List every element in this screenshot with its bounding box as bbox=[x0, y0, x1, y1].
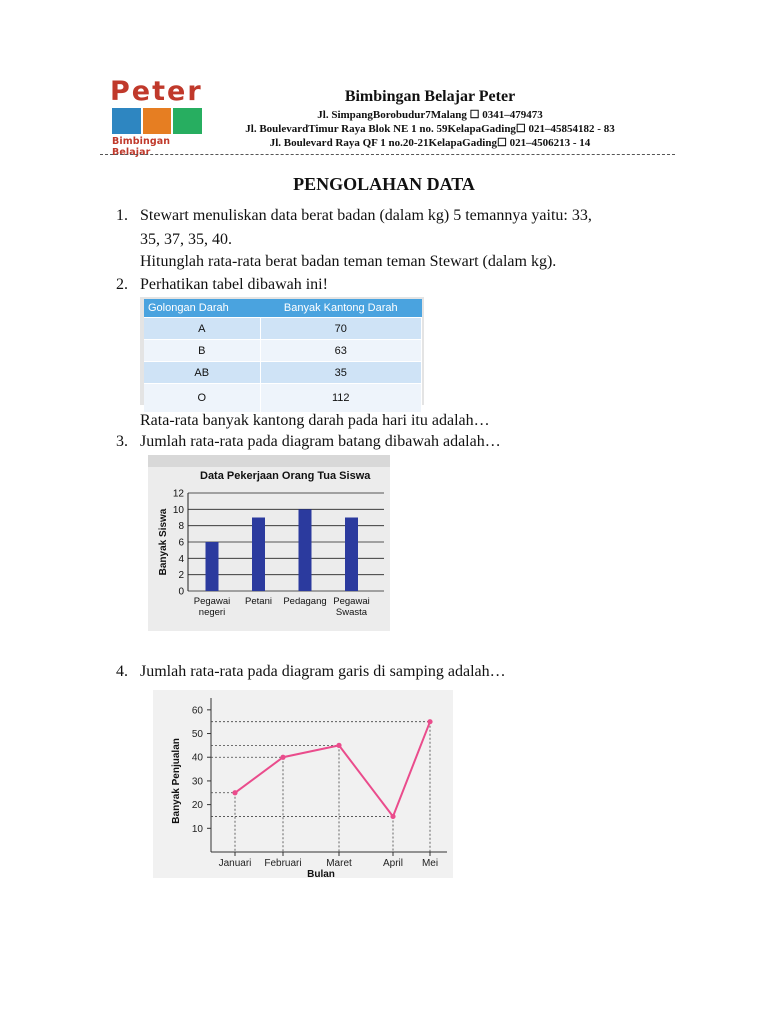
y-tick-label: 4 bbox=[178, 553, 184, 565]
logo-wordmark: Peter bbox=[110, 76, 203, 107]
peter-logo bbox=[108, 76, 208, 158]
table-header-cell: Golongan Darah bbox=[144, 299, 260, 318]
bar bbox=[206, 542, 219, 591]
question-1-text: Hitunglah rata-rata berat badan teman teman Stewart (dalam kg). bbox=[140, 253, 557, 270]
table-cell: A bbox=[144, 318, 260, 340]
table-row bbox=[144, 340, 422, 362]
table-cell: 70 bbox=[260, 318, 422, 340]
x-tick-label: Mei bbox=[421, 858, 439, 869]
logo-icon-tiles bbox=[112, 108, 202, 134]
table-cell: AB bbox=[144, 362, 260, 384]
y-axis-label: Banyak Penjualan bbox=[171, 738, 182, 824]
table-cell: 35 bbox=[260, 362, 422, 384]
bar bbox=[299, 509, 312, 591]
y-tick-label: 12 bbox=[172, 488, 184, 500]
chart-title: Data Pekerjaan Orang Tua Siswa bbox=[200, 470, 371, 482]
chart-top-band bbox=[148, 455, 390, 467]
header-address-line: Jl. Boulevard Raya QF 1 no.20-21KelapaGading☐ 021–4506213 - 14 bbox=[269, 137, 591, 149]
y-tick-label: 2 bbox=[178, 570, 184, 582]
x-tick-label: Pegawai bbox=[333, 596, 370, 607]
header-divider bbox=[100, 154, 675, 155]
data-point bbox=[232, 790, 237, 795]
line-chart bbox=[153, 690, 453, 878]
y-tick-label: 0 bbox=[178, 586, 184, 598]
y-tick-label: 50 bbox=[191, 729, 203, 741]
y-axis-label: Banyak Siswa bbox=[158, 508, 169, 576]
logo-subtitle: Bimbingan Belajar bbox=[112, 136, 171, 158]
y-tick-label: 30 bbox=[191, 776, 203, 788]
table-cell: B bbox=[144, 340, 260, 362]
blood-type-table bbox=[140, 297, 424, 405]
x-tick-label: Petani bbox=[245, 596, 272, 607]
question-3-text: Jumlah rata-rata pada diagram batang dibawah adalah… bbox=[140, 433, 501, 450]
table-row bbox=[144, 362, 422, 384]
table-header-cell: Banyak Kantong Darah bbox=[260, 299, 422, 318]
data-point bbox=[427, 719, 432, 724]
data-point bbox=[280, 755, 285, 760]
table-row bbox=[144, 318, 422, 340]
bar bbox=[345, 518, 358, 592]
data-point bbox=[390, 814, 395, 819]
y-tick-label: 8 bbox=[178, 521, 184, 533]
x-tick-label: Swasta bbox=[335, 607, 368, 618]
table-cell: 63 bbox=[260, 340, 422, 362]
x-tick-label: negeri bbox=[198, 607, 226, 618]
y-tick-label: 10 bbox=[172, 504, 184, 516]
question-4-text: Jumlah rata-rata pada diagram garis di samping adalah… bbox=[140, 663, 506, 680]
header-address-line: Jl. BoulevardTimur Raya Blok NE 1 no. 59KelapaGading☐ 021–45854182 - 83 bbox=[245, 123, 615, 135]
y-tick-label: 10 bbox=[191, 823, 203, 835]
document-title: PENGOLAHAN DATA bbox=[293, 174, 475, 194]
question-number: 4. bbox=[116, 663, 128, 680]
question-2-text: Perhatikan tabel dibawah ini! bbox=[140, 276, 328, 293]
question-1-text: 35, 37, 35, 40. bbox=[140, 231, 232, 248]
logo-tile-icon bbox=[112, 108, 141, 134]
bar-chart bbox=[148, 455, 390, 631]
logo-tile-icon bbox=[173, 108, 202, 134]
question-1-text: Stewart menuliskan data berat badan (dalam kg) 5 temannya yaitu: 33, bbox=[140, 207, 592, 224]
table-cell: 112 bbox=[260, 384, 422, 413]
question-number: 2. bbox=[116, 276, 128, 293]
y-tick-label: 20 bbox=[191, 800, 203, 812]
x-tick-label: Februari bbox=[264, 858, 302, 869]
header-title: Bimbingan Belajar Peter bbox=[344, 88, 516, 105]
question-2-followup: Rata-rata banyak kantong darah pada hari itu adalah… bbox=[140, 412, 490, 429]
question-number: 3. bbox=[116, 433, 128, 450]
x-tick-label: Pedagang bbox=[283, 596, 327, 607]
header-address-line: Jl. SimpangBorobudur7Malang ☐ 0341–479473 bbox=[317, 109, 543, 121]
data-point bbox=[336, 743, 341, 748]
y-tick-label: 60 bbox=[191, 705, 203, 717]
x-tick-label: Maret bbox=[326, 858, 352, 869]
y-tick-label: 6 bbox=[178, 537, 184, 549]
y-tick-label: 40 bbox=[191, 752, 203, 764]
x-axis-label: Bulan bbox=[307, 869, 335, 878]
x-tick-label: April bbox=[382, 858, 404, 869]
table-row bbox=[144, 384, 422, 413]
x-tick-label: Pegawai bbox=[193, 596, 231, 607]
logo-tile-icon bbox=[143, 108, 172, 134]
question-number: 1. bbox=[116, 207, 128, 224]
x-tick-label: Januari bbox=[218, 858, 252, 869]
bar bbox=[252, 518, 265, 592]
table-cell: O bbox=[144, 384, 260, 413]
